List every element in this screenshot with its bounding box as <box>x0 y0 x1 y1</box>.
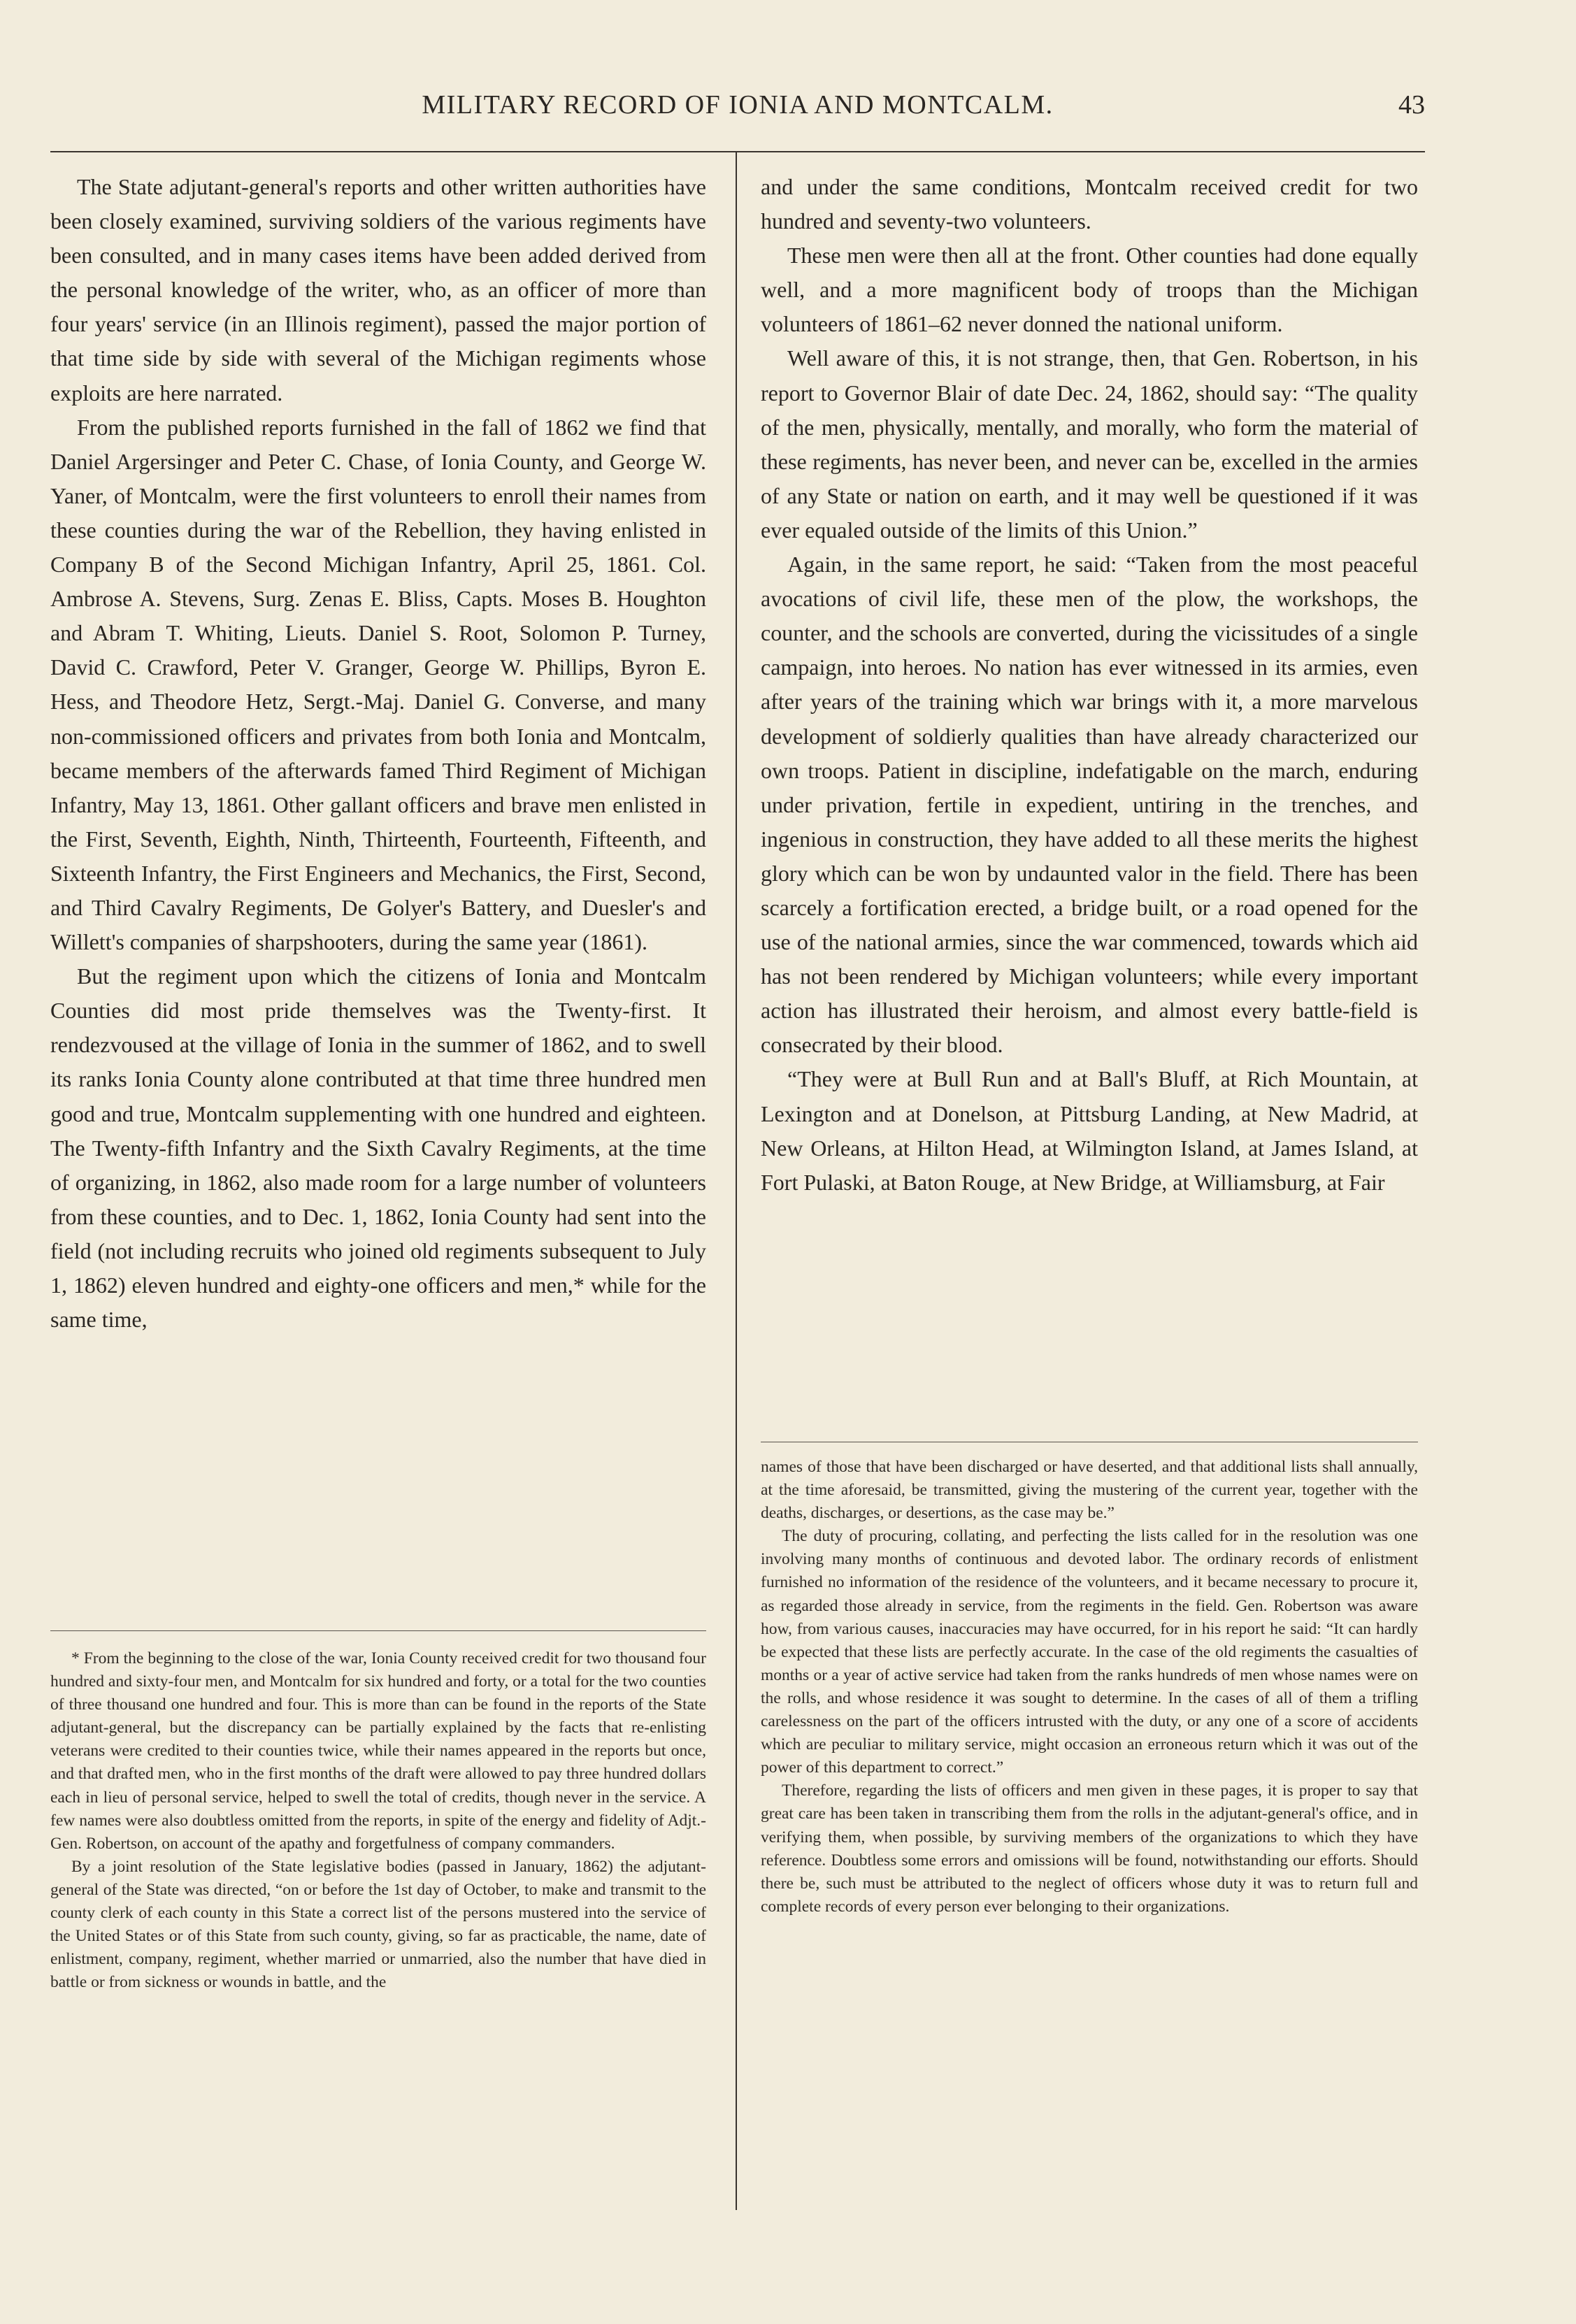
body-paragraph: But the regiment upon which the citizens of Ionia and Montcalm Counties did most pride themselves was the Twenty-first. It rendezvoused at the village of Ionia in the summer of 1862, and to swell its ranks Ionia County alone contributed at that time three hundred men good and true, Montcalm supplementing with one hundred and eighteen. The Twenty-fifth Infantry and the Sixth Cavalry Regiments, at the time of organizing, in 1862, also made room for a large number of volunteers from these counties, and to Dec. 1, 1862, Ionia County had sent into the field (not including recruits who joined old regiments subsequent to July 1, 1862) eleven hundred and eighty-one officers and men,* while for the same time, <box>50 963 706 1333</box>
footnote-paragraph: By a joint resolution of the State legislative bodies (passed in January, 1862) the adjutant-general of the State was directed, “on or before the 1st day of October, to make and transmit to the county clerk of each county in this State a correct list of the persons mustered into the service of the United States or of this State from such county, giving, so far as practicable, the name, date of enlistment, company, regiment, whether married or unmarried, also the number that have died in battle or from sickness or wounds in battle, and the <box>50 1857 706 1992</box>
column-divider <box>736 151 737 2210</box>
footnote-paragraph: Therefore, regarding the lists of officers and men given in these pages, it is proper to say that great care has been taken in transcribing them from the rolls in the adjutant-general's office, and in verifying them, when possible, by surviving members of the organizations to which they have reference. Doubtless some errors and omissions will be found, notwithstanding our efforts. Should there be, such must be attributed to the neglect of officers whose duty it was to return full and complete records of every person ever belonging to their organizations. <box>761 1781 1418 1916</box>
footnote-paragraph: The duty of procuring, collating, and perfecting the lists called for in the resolution was one involving many months of continuous and devoted labor. The ordinary records of enlistment furnished no information of the residence of the volunteers, and it became necessary to procure it, as regarded those already in service, from the regiments in the field. Gen. Robertson was aware how, from various causes, inaccuracies may have occurred, for in his report he said: “It can hardly be expected that these lists are perfectly accurate. In the case of the old regiments the casualties of months or a year of active service had taken from the ranks hundreds of men whose names were on the rolls, and whose residence it was sought to determine. In the cases of all of them a trifling carelessness on the part of the officers intrusted with the duty, or any one of a score of accidents which are peculiar to military service, might occasion an erroneous return which it was out of the power of this department to correct.” <box>761 1527 1418 1777</box>
right-column <box>761 170 1418 1436</box>
body-paragraph: Well aware of this, it is not strange, then, that Gen. Robertson, in his report to Governor Blair of date Dec. 24, 1862, should say: “The quality of the men, physically, mentally, and morally, who form the material of these regiments, has never been, and never can be, excelled in the armies of any State or nation on earth, and it may well be questioned if it was ever equaled outside of the limits of this Union.” <box>761 345 1418 543</box>
body-paragraph: “They were at Bull Run and at Ball's Bluff, at Rich Mountain, at Lexington and at Donelson, at Pittsburg Landing, at New Madrid, at New Orleans, at Hilton Head, at Wilmington Island, at James Island, at Fort Pulaski, at Baton Rouge, at New Bridge, at Williamsburg, at Fair <box>761 1066 1418 1195</box>
body-paragraph: These men were then all at the front. Other counties had done equally well, and a more magnificent body of troops than the Michigan volunteers of 1861–62 never donned the national uniform. <box>761 243 1418 337</box>
body-paragraph: From the published reports furnished in the fall of 1862 we find that Daniel Argersinger and Peter C. Chase, of Ionia County, and George W. Yaner, of Montcalm, were the first volunteers to enroll their names from these counties during the war of the Rebellion, they having enlisted in Company B of the Second Michigan Infantry, April 25, 1861. Col. Ambrose A. Stevens, Surg. Zenas E. Bliss, Capts. Moses B. Houghton and Abram T. Whiting, Lieuts. Daniel S. Root, Solomon P. Turney, David C. Crawford, Peter V. Granger, George W. Phillips, Byron E. Hess, and Theodore Hetz, Sergt.-Maj. Daniel G. Converse, and many non-commissioned officers and privates from both Ionia and Montcalm, became members of the afterwards famed Third Regiment of Michigan Infantry, May 13, 1861. Other gallant officers and brave men enlisted in the First, Seventh, Eighth, Ninth, Thirteenth, Fourteenth, Fifteenth, and Sixteenth Infantry, the First Engineers and Mechanics, the First, Second, and Third Cavalry Regiments, De Golyer's Battery, and Duesler's and Willett's companies of sharpshooters, during the same year (1861). <box>50 414 706 955</box>
footnotes-left <box>50 1647 706 2214</box>
left-column <box>50 170 706 1521</box>
page-header <box>50 89 1425 131</box>
body-paragraph: and under the same conditions, Montcalm received credit for two hundred and seventy-two volunteers. <box>761 174 1418 234</box>
running-head: MILITARY RECORD OF IONIA AND MONTCALM. <box>422 90 1054 120</box>
body-paragraph: Again, in the same report, he said: “Taken from the most peaceful avocations of civil life, these men of the plow, the workshops, the counter, and the schools are converted, during the vicissitudes of a single campaign, into heroes. No nation has ever witnessed in its armies, even after years of the training which war brings with it, a more marvelous development of soldierly qualities than have already characterized our own troops. Patient in discipline, indefatigable on the march, enduring under privation, fertile in expedient, untiring in the trenches, and ingenious in construction, they have added to all these merits the highest glory which can be won by undaunted valor in the field. There has been scarcely a fortification erected, a bridge built, or a road opened for the use of the national armies, since the war commenced, towards which aid has not been rendered by Michigan volunteers; while every important action has illustrated their heroism, and almost every battle-field is consecrated by their blood. <box>761 552 1418 1058</box>
footnotes-right <box>761 1456 1418 2232</box>
footnote-separator <box>50 1630 706 1631</box>
body-paragraph: The State adjutant-general's reports and other written authorities have been closely examined, surviving soldiers of the various regiments have been consulted, and in many cases items have been added derived from the personal knowledge of the writer, who, as an officer of more than four years' service (in an Illinois regiment), passed the major portion of that time side by side with several of the Michigan regiments whose exploits are here narrated. <box>50 174 706 406</box>
footnote-paragraph: * From the beginning to the close of the war, Ionia County received credit for two thousand four hundred and sixty-four men, and Montcalm for six hundred and forty, or a total for the two counties of three thousand one hundred and four. This is more than can be found in the reports of the State adjutant-general, but the discrepancy can be partially explained by the facts that re-enlisting veterans were credited to their counties twice, while their names appeared in the reports but once, and that drafted men, who in the first months of the draft were allowed to pay three hundred dollars each in lieu of personal service, helped to swell the total of credits, though never in the service. A few names were also doubtless omitted from the reports, in spite of the energy and fidelity of Adjt.-Gen. Robertson, on account of the apathy and forgetfulness of company commanders. <box>50 1649 706 1853</box>
page-number: 43 <box>1398 90 1425 120</box>
footnote-paragraph: names of those that have been discharged or have deserted, and that additional lists shall annually, at the time aforesaid, be transmitted, giving the mustering of the current year, together with the deaths, discharges, or desertions, as the case may be.” <box>761 1458 1418 1523</box>
header-rule <box>50 151 1425 152</box>
